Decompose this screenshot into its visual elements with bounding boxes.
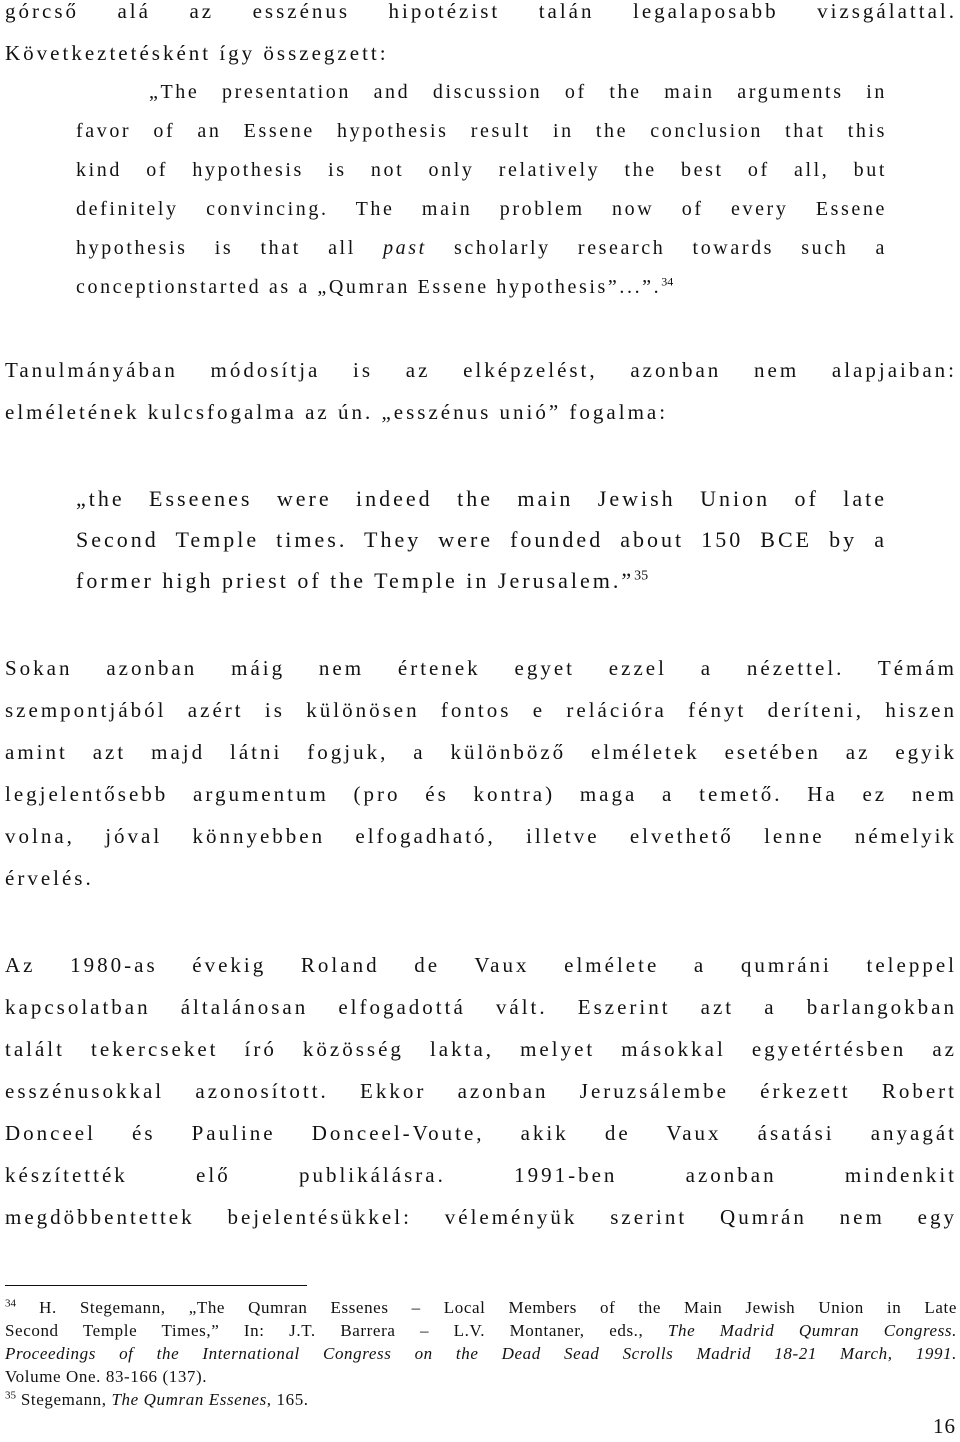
paragraph-modification — [5, 349, 957, 433]
paragraph-disagreement — [5, 647, 957, 899]
paragraph-intro — [5, 0, 957, 74]
quote-line — [76, 229, 887, 268]
footnote-title: Proceedings of the International Congress on the Dead Sead Scrolls Madrid 18-21 March, 1991. — [5, 1344, 957, 1363]
footnote-ref-34[interactable]: 34 — [661, 274, 674, 289]
text-line: górcső alá az esszénus hipotézist talán legalaposabb vizsgálattal. — [5, 0, 957, 23]
text-line: talált tekercseket író közösség lakta, melyet másokkal egyetértésben az — [5, 1037, 957, 1061]
quote-line — [76, 268, 887, 307]
footnote-34-cont — [5, 1342, 957, 1365]
text-line: készítették elő publikálásra. 1991-ben azonban mindenkit — [5, 1163, 957, 1187]
footnotes — [5, 1296, 957, 1411]
page-number: 16 — [933, 1414, 956, 1438]
text-line: szempontjából azért is különösen fontos e relációra fényt deríteni, hiszen — [5, 698, 957, 722]
paragraph-de-vaux — [5, 944, 957, 1238]
text-line: megdöbbentettek bejelentésükkel: véleményük szerint Qumrán nem egy — [5, 1205, 957, 1229]
footnote-title: The Qumran Essenes — [111, 1390, 267, 1409]
text-line: érvelés. — [5, 866, 94, 890]
quote-line: Second Temple times. They were founded about 150 BCE by a — [76, 527, 887, 552]
footnote-text: , 165. — [266, 1390, 309, 1409]
quote-text: conceptionstarted as a „Qumran Essene hypothesis”...”. — [76, 276, 662, 298]
quote-text: former high priest of the Temple in Jerusalem.” — [76, 568, 635, 593]
quote-line: kind of hypothesis is not only relatively the best of all, but — [76, 159, 887, 181]
footnote-text: Second Temple Times,” In: J.T. Barrera – L.V. Montaner, eds., — [5, 1321, 668, 1340]
text-line: volna, jóval könnyebben elfogadható, illetve elvethető lenne némelyik — [5, 824, 957, 848]
text-line: Tanulmányában módosítja is az elképzelést, azonban nem alapjaiban: — [5, 358, 957, 382]
emphasis-text: past — [383, 237, 427, 259]
footnote-34 — [5, 1296, 957, 1319]
text-line: Az 1980-as évekig Roland de Vaux elmélete a qumráni teleppel — [5, 953, 957, 977]
text-line: Donceel és Pauline Donceel-Voute, akik de Vaux ásatási anyagát — [5, 1121, 957, 1145]
quote-line: favor of an Essene hypothesis result in the conclusion that this — [76, 120, 887, 142]
text-line: esszénusokkal azonosított. Ekkor azonban Jeruzsálembe érkezett Robert — [5, 1079, 957, 1103]
text-line: legjelentősebb argumentum (pro és kontra) maga a temető. Ha ez nem — [5, 782, 957, 806]
quote-line: definitely convincing. The main problem now of every Essene — [76, 198, 887, 220]
footnote-35 — [5, 1388, 957, 1411]
quote-text: hypothesis is that all — [76, 237, 384, 259]
quote-line — [76, 560, 887, 601]
block-quote-stegemann — [76, 73, 887, 307]
text-line: elméletének kulcsfogalma az ún. „esszénus unió” fogalma: — [5, 400, 669, 424]
block-quote-essene-union — [76, 478, 887, 601]
footnote-34-cont — [5, 1319, 957, 1342]
text-line: amint azt majd látni fogjuk, a különböző elméletek esetében az egyik — [5, 740, 957, 764]
quote-text: scholarly research towards such a — [426, 237, 887, 259]
text-line: Következtetésként így összegzett: — [5, 41, 389, 65]
text-line: kapcsolatban általánosan elfogadottá vált. Eszerint azt a barlangokban — [5, 995, 957, 1019]
quote-line: „The presentation and discussion of the main arguments in — [149, 81, 887, 103]
quote-line: „the Esseenes were indeed the main Jewish Union of late — [76, 486, 887, 511]
footnote-34-cont: Volume One. 83-166 (137). — [5, 1367, 208, 1386]
footnote-text: Stegemann, — [16, 1390, 112, 1409]
text-line: Sokan azonban máig nem értenek egyet ezzel a nézettel. Témám — [5, 656, 957, 680]
footnote-number: 34 — [5, 1297, 16, 1310]
footnote-title: The Madrid Qumran Congress. — [667, 1321, 957, 1340]
footnote-separator — [5, 1285, 307, 1286]
footnote-ref-35[interactable]: 35 — [634, 568, 649, 584]
footnote-number: 35 — [5, 1389, 16, 1402]
footnote-text: H. Stegemann, „The Qumran Essenes – Local Members of the Main Jewish Union in Late — [16, 1298, 957, 1317]
